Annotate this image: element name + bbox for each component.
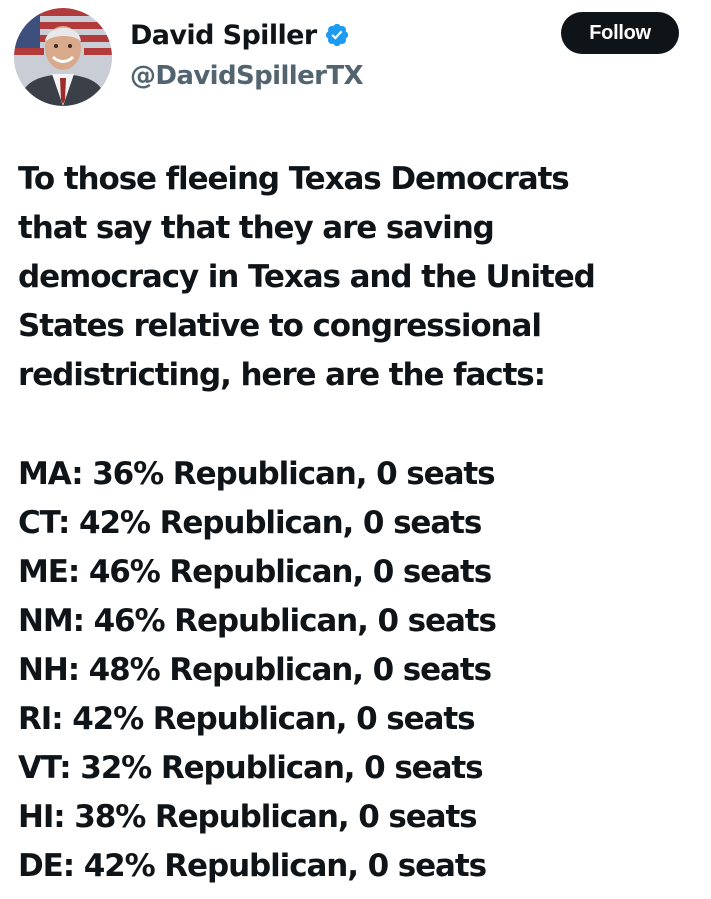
name-row bbox=[130, 17, 363, 53]
intro-line: To those fleeing Texas Democrats bbox=[18, 161, 569, 197]
intro-line: redistricting, here are the facts: bbox=[18, 357, 545, 393]
author-handle[interactable]: @DavidSpillerTX bbox=[130, 61, 363, 91]
fact-item: MA: 36% Republican, 0 seats bbox=[18, 456, 495, 492]
tweet-header bbox=[0, 0, 711, 110]
fact-item: DE: 42% Republican, 0 seats bbox=[18, 848, 486, 884]
profile-photo bbox=[14, 8, 112, 106]
tweet-text bbox=[18, 155, 698, 884]
fact-item: RI: 42% Republican, 0 seats bbox=[18, 701, 475, 737]
intro-line: States relative to congressional bbox=[18, 308, 541, 344]
follow-button[interactable]: Follow bbox=[561, 12, 679, 54]
verified-badge-icon bbox=[324, 22, 350, 48]
fact-item: ME: 46% Republican, 0 seats bbox=[18, 554, 492, 590]
intro-line: democracy in Texas and the United bbox=[18, 259, 595, 295]
fact-item: NH: 48% Republican, 0 seats bbox=[18, 652, 491, 688]
avatar[interactable] bbox=[14, 8, 112, 106]
fact-item: CT: 42% Republican, 0 seats bbox=[18, 505, 482, 541]
author-info bbox=[130, 17, 363, 91]
tweet-intro bbox=[18, 155, 698, 400]
fact-item: NM: 46% Republican, 0 seats bbox=[18, 603, 496, 639]
facts-list bbox=[18, 450, 496, 891]
fact-item: HI: 38% Republican, 0 seats bbox=[18, 799, 477, 835]
fact-item: VT: 32% Republican, 0 seats bbox=[18, 750, 483, 786]
display-name[interactable]: David Spiller bbox=[130, 19, 317, 51]
intro-line: that say that they are saving bbox=[18, 210, 494, 246]
